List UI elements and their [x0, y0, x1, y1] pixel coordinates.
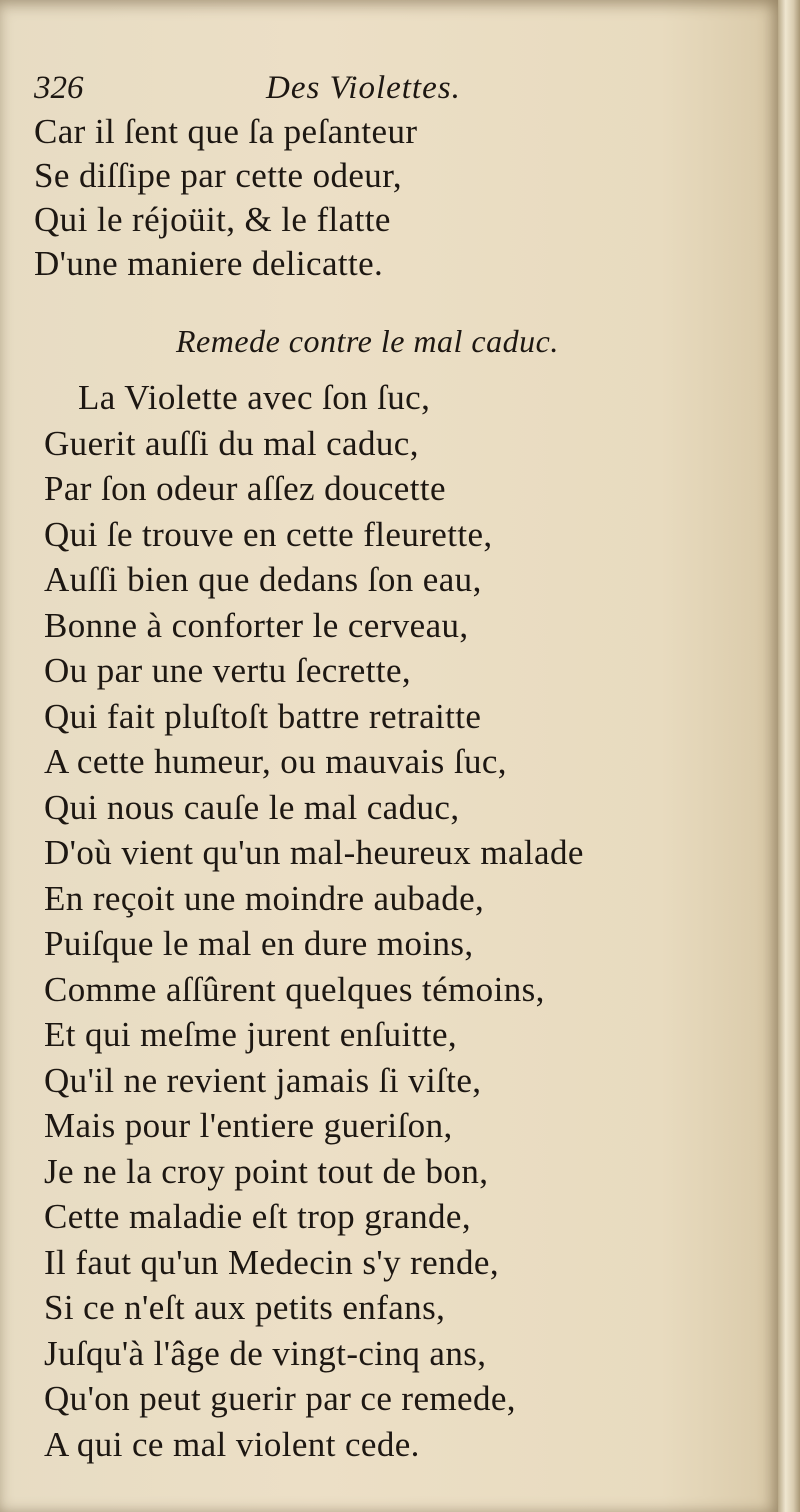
verse-line: La Violette avec ſon ſuc,: [78, 378, 431, 417]
stanza-top: [34, 110, 417, 286]
verse-line: Juſqu'à l'âge de vingt-cinq ans,: [44, 1333, 487, 1373]
verse-line: Je ne la croy point tout de bon,: [44, 1151, 489, 1191]
verse-line: Qu'il ne revient jamais ſi viſte,: [44, 1060, 482, 1100]
page-edge: [778, 0, 800, 1512]
section-title: Remede contre le mal caduc.: [176, 323, 559, 359]
running-head: Des Violettes.: [266, 70, 461, 106]
verse-line: Auſſi bien que dedans ſon eau,: [44, 560, 482, 599]
verse-line: Qui ſe trouve en cette fleurette,: [44, 514, 493, 554]
page-number: 326: [34, 70, 84, 106]
verse-line: D'où vient qu'un mal-heureux malade: [44, 833, 584, 872]
verse-line: A cette humeur, ou mauvais ſuc,: [44, 742, 507, 781]
verse-line: Se diſſipe par cette odeur,: [34, 156, 403, 195]
verse-line: Si ce n'eſt aux petits enfans,: [44, 1288, 446, 1327]
verse-line: Par ſon odeur aſſez doucette: [44, 469, 446, 508]
verse-line: Comme aſſûrent quelques témoins,: [44, 969, 545, 1009]
poem-body: [44, 375, 584, 1467]
verse-line: Car il ſent que ſa peſanteur: [34, 112, 418, 151]
verse-line: Qui fait pluſtoſt battre retraitte: [44, 696, 482, 736]
verse-line: Cette maladie eſt trop grande,: [44, 1197, 471, 1236]
verse-line: Ou par une vertu ſecrette,: [44, 651, 412, 690]
verse-line: Mais pour l'entiere gueriſon,: [44, 1106, 453, 1145]
verse-line: Il faut qu'un Medecin s'y rende,: [44, 1242, 499, 1282]
verse-line: Puiſque le mal en dure moins,: [44, 924, 474, 963]
verse-line: Qu'on peut guerir par ce remede,: [44, 1379, 516, 1418]
verse-line: Bonne à conforter le cerveau,: [44, 605, 469, 645]
page-header: [34, 68, 514, 108]
verse-line: Qui le réjoüit, & le flatte: [34, 200, 391, 239]
verse-line: A qui ce mal violent cede.: [44, 1424, 420, 1464]
verse-line: Qui nous cauſe le mal caduc,: [44, 787, 460, 827]
verse-line: D'une maniere delicatte.: [34, 244, 384, 283]
verse-line: En reçoit une moindre aubade,: [44, 878, 485, 918]
verse-line: Et qui meſme jurent enſuitte,: [44, 1015, 458, 1054]
verse-line: Guerit auſſi du mal caduc,: [44, 423, 419, 463]
